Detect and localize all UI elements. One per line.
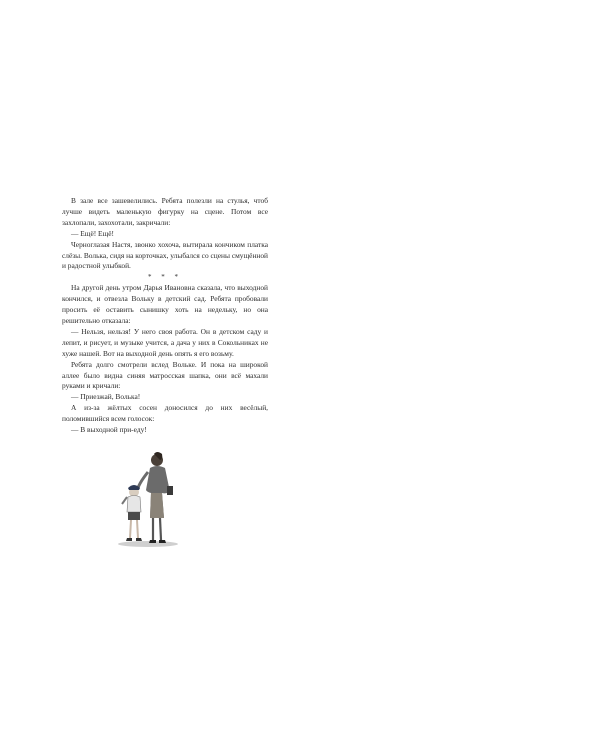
paragraph: Ребята долго смотрели вслед Вольке. И пока на широкой аллее было видна синяя матросская шапка, они всё махали руками и кричали: xyxy=(62,359,268,391)
dialog-line: — Ещё! Ещё! xyxy=(71,228,114,238)
dialog-line: — Нельзя, нельзя! У него своя работа. Он в детском саду и лепит, и рисует, и музыке учится, а дача у них в Сокольниках не хуже нашей. Вот на выходной день опять я его возьму. xyxy=(62,326,268,358)
dialog-line: — Приезжай, Волька! xyxy=(71,392,141,402)
mother-child-illustration xyxy=(110,448,190,548)
paragraph: На другой день утром Дарья Ивановна сказала, что выходной кончился, и отвезла Вольку в детский сад. Ребята пробовали просить её оставить сынишку хоть на недельку, но она решительно отказала: xyxy=(62,283,268,325)
paragraph: Черноглазая Настя, звонко хохоча, вытирала кончиком платка слёзы. Волька, сидя на корточках, улыбался со сцены смущённой и радостной улыбкой. xyxy=(62,239,268,271)
paragraph: В зале все зашевелились. Ребята полезли на стулья, чтоб лучше видеть маленькую фигурку на сцене. Потом все захлопали, захохотали, закричали: xyxy=(62,196,268,227)
dialog-line: — В выходной при-еду! xyxy=(71,425,147,435)
section-separator: * * * xyxy=(148,273,182,282)
right-page xyxy=(300,0,600,750)
paragraph: А из-за жёлтых сосен доносился до них весёлый, поломившийся всем голосок: xyxy=(62,403,268,424)
left-text-column xyxy=(62,196,268,436)
